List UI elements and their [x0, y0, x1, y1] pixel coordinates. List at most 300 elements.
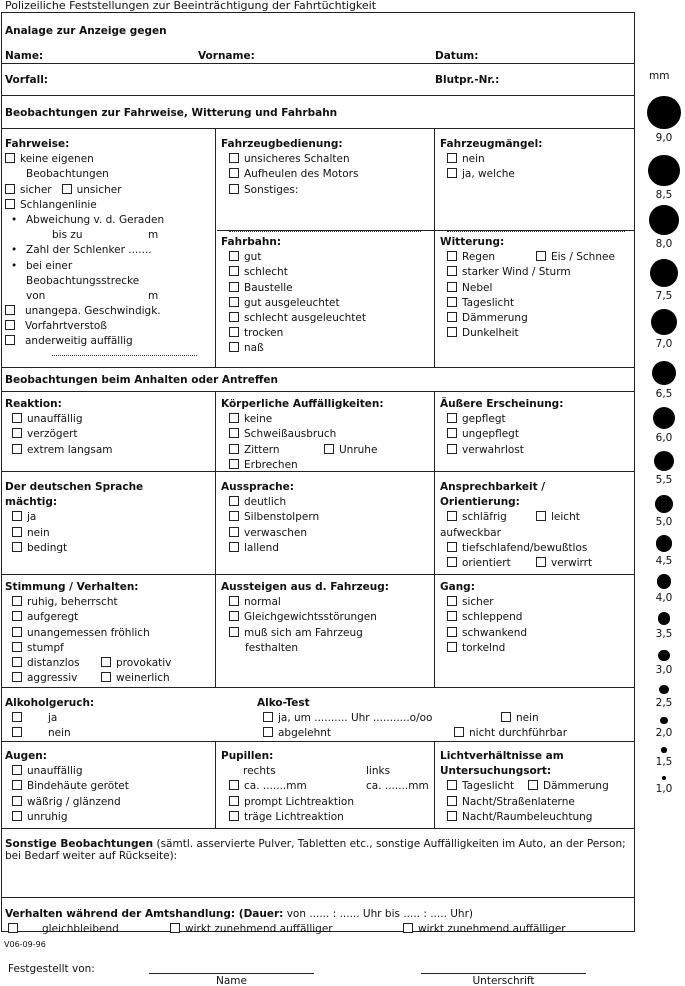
checkbox[interactable] — [12, 428, 22, 438]
pupil-size-dot — [650, 259, 678, 287]
checkbox[interactable] — [528, 780, 538, 790]
checkbox[interactable] — [447, 297, 457, 307]
alko-test-title: Alko-Test — [257, 697, 310, 709]
sonstige-desc-2: bei Bedarf weiter auf Rückseite): — [5, 850, 178, 863]
witterung-block — [440, 236, 630, 342]
option-label: träge Lichtreaktion — [244, 810, 344, 823]
checkbox[interactable] — [12, 727, 22, 737]
checkbox[interactable] — [229, 342, 239, 352]
lichtverhaeltnisse-block — [440, 750, 632, 826]
blutprobe-number-label: Blutpr.-Nr.: — [435, 74, 500, 86]
checkbox[interactable] — [229, 327, 239, 337]
option-label: Tageslicht — [462, 296, 515, 309]
option-label: stumpf — [27, 641, 64, 654]
aeussere-title: Äußere Erscheinung: — [440, 398, 564, 410]
checkbox[interactable] — [12, 527, 22, 537]
pupil-size-dot — [657, 574, 672, 589]
pupil-size-label: 5,5 — [655, 474, 673, 486]
divider — [1, 128, 635, 129]
name-signature-line[interactable] — [149, 973, 314, 974]
pupil-size-label: 6,0 — [655, 432, 673, 444]
option-label: bei einer — [26, 259, 73, 272]
checkbox[interactable] — [229, 459, 239, 469]
option-label: unsicher — [76, 183, 122, 196]
checkbox[interactable] — [229, 312, 239, 322]
checkbox[interactable] — [447, 811, 457, 821]
checkbox[interactable] — [229, 611, 239, 621]
fahrweise-title: Fahrweise: — [5, 138, 70, 150]
option-label: bedingt — [27, 541, 68, 554]
verhalten-block — [5, 908, 633, 920]
option-label: festhalten — [245, 641, 298, 654]
option-label: ca. .......mm — [366, 780, 429, 793]
form-header-title: Polizeiliche Feststellungen zur Beeinträchtigung der Fahrtüchtigkeit — [5, 0, 377, 12]
augen-block — [5, 750, 210, 826]
option-label: wäßrig / glänzend — [27, 795, 121, 808]
verhalten-option — [170, 923, 333, 935]
checkbox[interactable] — [229, 542, 239, 552]
option-label: sicher — [462, 596, 494, 609]
pupil-size-dot — [658, 650, 669, 661]
option-label: Regen — [462, 251, 496, 264]
option-label: schlecht — [244, 266, 288, 279]
option-label: Nacht/Straßenlaterne — [462, 795, 575, 808]
koerperliche-title: Körperliche Auffälligkeiten: — [221, 398, 384, 410]
checkbox[interactable] — [501, 712, 511, 722]
checkbox[interactable] — [8, 923, 18, 933]
option-label: schwankend — [462, 626, 528, 639]
checkbox[interactable] — [12, 511, 22, 521]
vorname-label: Vorname: — [198, 50, 255, 62]
option-label: gut ausgeleuchtet — [244, 296, 340, 309]
checkbox[interactable] — [101, 672, 111, 682]
option-label: wirkt zunehmend auffälliger — [418, 923, 566, 935]
fahrzeugmaengel-block — [440, 138, 630, 232]
option-label: wirkt zunehmend auffälliger — [185, 923, 333, 935]
fahrbahn-block — [221, 236, 429, 358]
option-label: abgelehnt — [278, 727, 332, 740]
fahrzeugbedienung-block — [221, 138, 429, 232]
option-label: anderweitig auffällig — [25, 335, 133, 348]
checkbox[interactable] — [447, 168, 457, 178]
option-label: torkelnd — [462, 641, 506, 654]
option-label: Schlangenlinie — [20, 198, 97, 211]
stimmung-block — [5, 581, 210, 687]
vorfall-label: Vorfall: — [5, 74, 48, 86]
checkbox[interactable] — [229, 184, 239, 194]
option-label: starker Wind / Sturm — [462, 266, 571, 279]
checkbox[interactable] — [229, 153, 239, 163]
option-label: nein — [462, 153, 485, 166]
checkbox[interactable] — [12, 657, 22, 667]
deutsche-sprache-block — [5, 481, 210, 557]
option-label: verwaschen — [244, 526, 308, 539]
checkbox[interactable] — [229, 527, 239, 537]
dauer-label: (Dauer: — [235, 908, 284, 920]
checkbox[interactable] — [536, 557, 546, 567]
checkbox[interactable] — [536, 251, 546, 261]
checkbox[interactable] — [447, 557, 457, 567]
sonstige-title: Sonstige Beobachtungen — [5, 838, 154, 850]
unit-label: m — [148, 289, 159, 302]
option-label: unangemessen fröhlich — [27, 626, 150, 639]
option-label: trocken — [244, 327, 284, 340]
option-label: unauffällig — [27, 765, 83, 778]
sprache-title: Der deutschen Sprache — [5, 481, 144, 493]
option-label: muß sich am Fahrzeug — [244, 626, 363, 639]
checkbox[interactable] — [229, 796, 239, 806]
pupil-size-dot — [652, 361, 676, 385]
option-label: Zittern — [244, 443, 280, 456]
option-label: unsicheres Schalten — [244, 153, 350, 166]
stimmung-title: Stimmung / Verhalten: — [5, 581, 139, 593]
option-label: Nacht/Raumbeleuchtung — [462, 810, 593, 823]
pupillen-block — [221, 750, 429, 826]
option-label: Silbenstolpern — [244, 511, 320, 524]
checkbox[interactable] — [12, 413, 22, 423]
option-label: schleppend — [462, 611, 523, 624]
option-label: weinerlich — [116, 672, 170, 685]
option-label: ja, um .......... Uhr ...........o/oo — [278, 712, 433, 725]
checkbox[interactable] — [454, 727, 464, 737]
divider — [215, 741, 216, 828]
checkbox[interactable] — [447, 327, 457, 337]
bullet: • — [11, 259, 18, 272]
checkbox[interactable] — [447, 611, 457, 621]
checkbox[interactable] — [12, 611, 22, 621]
licht-title: Lichtverhältnisse am — [440, 750, 564, 762]
checkbox[interactable] — [101, 657, 111, 667]
option-label: gut — [244, 251, 262, 264]
option-label-cont: Beobachtungen — [26, 168, 109, 181]
option-label: Eis / Schnee — [551, 251, 615, 264]
divider — [215, 391, 216, 687]
checkbox[interactable] — [447, 642, 457, 652]
checkbox[interactable] — [403, 923, 413, 933]
checkbox[interactable] — [447, 413, 457, 423]
option-label: von — [26, 289, 46, 302]
checkbox[interactable] — [447, 796, 457, 806]
option-label: nein — [27, 526, 50, 539]
option-label: verwirrt — [551, 556, 593, 569]
option-label: naß — [244, 342, 264, 355]
option-label: ja — [48, 712, 58, 725]
checkbox[interactable] — [229, 780, 239, 790]
unit-label: m — [148, 229, 159, 242]
koerperliche-auffaelligkeiten-block — [221, 398, 429, 474]
alko-test-block — [257, 697, 632, 743]
ansprechbarkeit-title: Orientierung: — [440, 496, 520, 509]
verhalten-option — [8, 923, 119, 935]
checkbox[interactable] — [229, 511, 239, 521]
checkbox[interactable] — [5, 199, 15, 209]
checkbox[interactable] — [229, 168, 239, 178]
pupil-size-label: 3,5 — [655, 628, 673, 640]
checkbox[interactable] — [447, 627, 457, 637]
checkbox[interactable] — [229, 413, 239, 423]
checkbox[interactable] — [12, 444, 22, 454]
pupil-size-dot — [649, 205, 679, 235]
checkbox[interactable] — [447, 596, 457, 606]
checkbox[interactable] — [12, 672, 22, 682]
sonstige-desc: (sämtl. asservierte Pulver, Tabletten etc., sonstige Auffälligkeiten im Auto, an der Person; — [153, 838, 626, 850]
checkbox[interactable] — [536, 511, 546, 521]
pupil-size-dot — [661, 747, 667, 753]
option-label: Vorfahrtverstoß — [25, 320, 107, 333]
divider — [1, 828, 635, 829]
gang-block — [440, 581, 630, 657]
sonstige-beobachtungen — [5, 838, 630, 862]
option-label: aufgeregt — [27, 611, 79, 624]
pupillen-title: Pupillen: — [221, 750, 274, 762]
pupil-size-dot — [655, 495, 674, 514]
aussteigen-title: Aussteigen aus d. Fahrzeug: — [221, 581, 389, 593]
checkbox[interactable] — [229, 282, 239, 292]
alkoholgeruch-title: Alkoholgeruch: — [5, 697, 95, 709]
option-label: Dunkelheit — [462, 327, 519, 340]
divider — [434, 391, 435, 687]
verhalten-option — [403, 923, 566, 935]
pupil-size-dot — [651, 309, 677, 335]
scale-unit: mm — [649, 70, 670, 82]
pupil-size-label: 2,5 — [655, 697, 673, 709]
option-label: rechts — [243, 765, 276, 778]
option-label: verzögert — [27, 428, 78, 441]
section-title: Analage zur Anzeige gegen — [5, 25, 167, 37]
pupil-size-dot — [662, 776, 666, 780]
pupil-size-dot — [658, 612, 671, 625]
option-label: Sonstiges: — [244, 183, 299, 196]
option-label: prompt Lichtreaktion — [244, 795, 355, 808]
unterschrift-caption: Unterschrift — [472, 975, 535, 986]
pupil-size-label: 6,5 — [655, 388, 673, 400]
witterung-title: Witterung: — [440, 236, 505, 248]
checkbox[interactable] — [324, 444, 334, 454]
fahrzeugbedienung-title: Fahrzeugbedienung: — [221, 138, 343, 150]
checkbox[interactable] — [447, 780, 457, 790]
checkbox[interactable] — [5, 184, 15, 194]
option-label: keine eigenen — [20, 153, 94, 166]
option-label: Beobachtungsstrecke — [26, 274, 140, 287]
checkbox[interactable] — [5, 305, 15, 315]
fahrzeugmaengel-title: Fahrzeugmängel: — [440, 138, 543, 150]
option-label: aggressiv — [27, 672, 78, 685]
option-label: verwahrlost — [462, 443, 524, 456]
option-label: Baustelle — [244, 281, 293, 294]
dauer-text: von ...... : ...... Uhr bis ..... : ..... Uhr) — [283, 908, 473, 920]
checkbox[interactable] — [447, 312, 457, 322]
pupil-size-dot — [659, 685, 668, 694]
checkbox[interactable] — [229, 297, 239, 307]
checkbox[interactable] — [12, 627, 22, 637]
bullet: • — [11, 213, 18, 226]
option-label: Gleichgewichtsstörungen — [244, 611, 377, 624]
option-label: schläfrig — [462, 511, 507, 524]
option-label: normal — [244, 596, 281, 609]
festgestellt-label: Festgestellt von: — [8, 963, 95, 975]
gang-title: Gang: — [440, 581, 475, 593]
option-label: sicher — [20, 183, 52, 196]
option-label: Abweichung v. d. Geraden — [26, 213, 165, 226]
option-label: gepflegt — [462, 413, 506, 426]
aussteigen-block — [221, 581, 429, 657]
sprache-title: mächtig: — [5, 496, 58, 509]
checkbox[interactable] — [229, 444, 239, 454]
option-label: ca. .......mm — [244, 780, 307, 793]
form-code: V06-09-96 — [4, 940, 46, 949]
option-label: Schweißausbruch — [244, 428, 337, 441]
write-in-line[interactable] — [447, 231, 625, 232]
pupil-size-label: 4,5 — [655, 555, 673, 567]
divider — [1, 391, 635, 392]
bullet: • — [11, 244, 18, 257]
option-label: tiefschlafend/bewußtlos — [462, 541, 588, 554]
option-label: unangepa. Geschwindigk. — [25, 305, 161, 318]
option-label: gleichbleibend — [42, 923, 119, 935]
checkbox[interactable] — [12, 712, 22, 722]
pupil-size-label: 1,5 — [655, 756, 673, 768]
checkbox[interactable] — [229, 496, 239, 506]
checkbox[interactable] — [5, 335, 15, 345]
checkbox[interactable] — [229, 428, 239, 438]
divider — [215, 128, 216, 367]
option-label: deutlich — [244, 496, 287, 509]
checkbox[interactable] — [12, 596, 22, 606]
checkbox[interactable] — [447, 153, 457, 163]
pupil-size-label: 1,0 — [655, 783, 673, 795]
pupil-size-label: 3,0 — [655, 664, 673, 676]
checkbox[interactable] — [447, 511, 457, 521]
aeussere-erscheinung-block — [440, 398, 630, 459]
pupil-size-dot — [654, 451, 674, 471]
option-label: Dämmerung — [462, 311, 528, 324]
checkbox[interactable] — [229, 266, 239, 276]
fahrweise-block — [5, 138, 210, 356]
divider — [1, 897, 635, 898]
checkbox[interactable] — [263, 727, 273, 737]
datum-label: Datum: — [435, 50, 479, 62]
option-label: distanzlos — [27, 656, 80, 669]
checkbox[interactable] — [447, 266, 457, 276]
checkbox[interactable] — [447, 542, 457, 552]
pupil-size-dot — [648, 155, 679, 186]
checkbox[interactable] — [5, 153, 15, 163]
reaktion-block — [5, 398, 210, 459]
option-label: keine — [244, 413, 273, 426]
pupil-size-label: 8,0 — [655, 238, 673, 250]
option-label: nein — [48, 727, 71, 740]
checkbox[interactable] — [263, 712, 273, 722]
checkbox[interactable] — [12, 642, 22, 652]
checkbox[interactable] — [229, 251, 239, 261]
section-title: Beobachtungen beim Anhalten oder Antreffen — [5, 374, 278, 386]
aussprache-block — [221, 481, 429, 557]
option-label: links — [366, 765, 391, 778]
divider — [1, 95, 635, 96]
aussprache-title: Aussprache: — [221, 481, 294, 493]
checkbox[interactable] — [5, 320, 15, 330]
pupil-size-label: 7,5 — [655, 290, 673, 302]
checkbox[interactable] — [62, 184, 72, 194]
option-label: unruhig — [27, 810, 68, 823]
option-label: ungepflegt — [462, 428, 519, 441]
option-label: bis zu — [52, 229, 83, 242]
verhalten-title: Verhalten während der Amtshandlung: — [5, 908, 236, 920]
option-label: orientiert — [462, 556, 511, 569]
option-label: Zahl der Schlenker ....... — [26, 244, 152, 257]
option-label: nicht durchführbar — [469, 727, 568, 740]
option-label: schlecht ausgeleuchtet — [244, 311, 366, 324]
pupil-size-dot — [653, 407, 675, 429]
option-label: Aufheulen des Motors — [244, 168, 359, 181]
checkbox[interactable] — [12, 780, 22, 790]
pupil-size-label: 4,0 — [655, 592, 673, 604]
pupil-size-dot — [656, 535, 673, 552]
alkoholgeruch-block — [5, 697, 210, 743]
augen-title: Augen: — [5, 750, 47, 762]
pupil-size-label: 5,0 — [655, 516, 673, 528]
checkbox[interactable] — [447, 282, 457, 292]
option-label: Dämmerung — [543, 780, 609, 793]
checkbox[interactable] — [12, 796, 22, 806]
option-label: ruhig, beherrscht — [27, 596, 118, 609]
section-title: Beobachtungen zur Fahrweise, Witterung und Fahrbahn — [5, 107, 338, 119]
reaktion-title: Reaktion: — [5, 398, 62, 410]
option-label: ja, welche — [462, 168, 515, 181]
checkbox[interactable] — [447, 428, 457, 438]
checkbox[interactable] — [229, 596, 239, 606]
checkbox[interactable] — [12, 542, 22, 552]
divider — [434, 128, 435, 367]
pupil-size-label: 2,0 — [655, 727, 673, 739]
option-label: ja — [27, 511, 37, 524]
option-label: nein — [516, 712, 539, 725]
checkbox[interactable] — [12, 765, 22, 775]
option-label: provokativ — [116, 656, 172, 669]
write-in-line[interactable] — [52, 355, 197, 356]
option-label: Nebel — [462, 281, 493, 294]
option-label: lallend — [244, 541, 279, 554]
divider — [1, 574, 635, 575]
pupil-size-label: 9,0 — [655, 132, 673, 144]
pupil-size-dot — [647, 96, 680, 129]
pupil-size-label: 8,5 — [655, 189, 673, 201]
unterschrift-signature-line[interactable] — [421, 973, 586, 974]
option-label: Erbrechen — [244, 458, 298, 471]
fahrbahn-title: Fahrbahn: — [221, 236, 282, 248]
divider — [1, 63, 635, 64]
option-label: leicht — [551, 511, 580, 524]
ansprechbarkeit-title: Ansprechbarkeit / — [440, 481, 546, 493]
checkbox[interactable] — [229, 811, 239, 821]
option-label: aufweckbar — [440, 526, 501, 539]
name-label: Name: — [5, 50, 44, 62]
pupil-size-dot — [660, 717, 667, 724]
write-in-line[interactable] — [229, 231, 421, 232]
option-label: unauffällig — [27, 413, 83, 426]
checkbox[interactable] — [447, 251, 457, 261]
checkbox[interactable] — [170, 923, 180, 933]
option-label: Unruhe — [339, 443, 378, 456]
option-label: Bindehäute gerötet — [27, 780, 129, 793]
divider — [1, 367, 635, 368]
option-label: extrem langsam — [27, 443, 113, 456]
checkbox[interactable] — [447, 444, 457, 454]
checkbox[interactable] — [229, 627, 239, 637]
name-caption: Name — [216, 975, 247, 986]
checkbox[interactable] — [12, 811, 22, 821]
pupil-size-label: 7,0 — [655, 338, 673, 350]
